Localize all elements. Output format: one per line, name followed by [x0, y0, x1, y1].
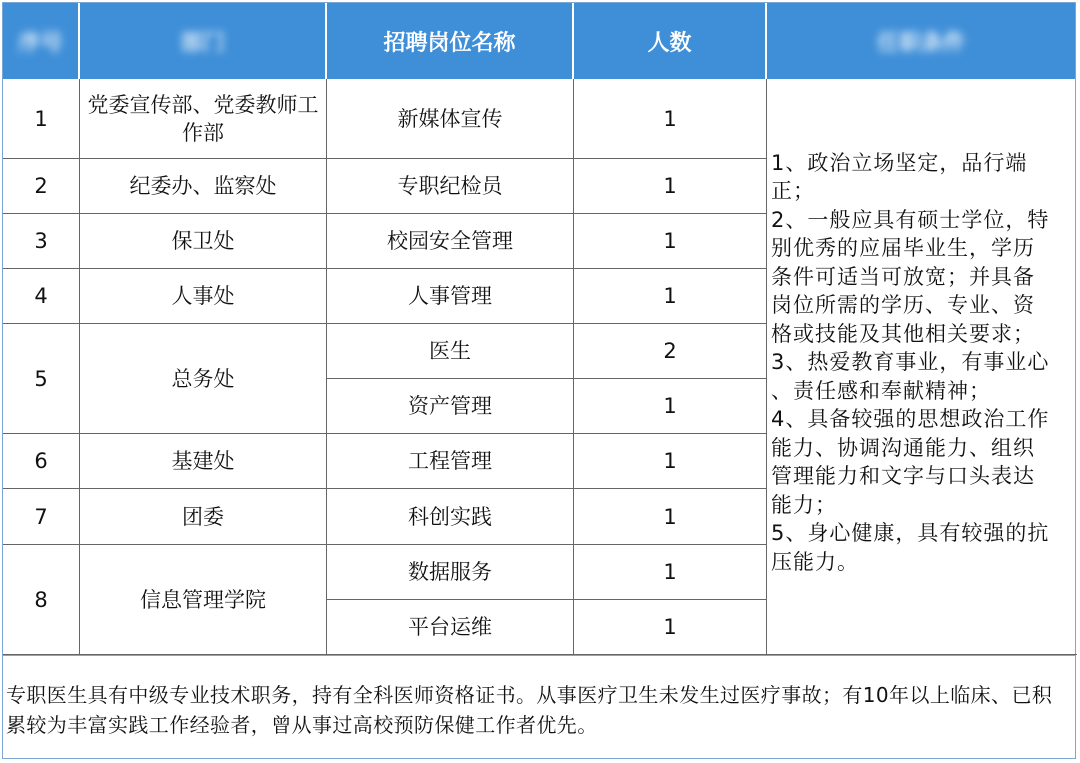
row-7-count: 1 [574, 489, 767, 545]
requirements-line: 格或技能及其他相关要求； [771, 321, 1035, 346]
row-6-seq: 6 [3, 434, 80, 489]
requirements-line: 5、身心健康，具有较强的抗 [771, 521, 1050, 546]
row-6-count: 1 [574, 434, 767, 489]
requirements-cell [765, 79, 1077, 655]
row-1-seq: 1 [3, 79, 80, 159]
row-3-seq: 3 [3, 214, 80, 269]
row-1-dept: 党委宣传部、党委教师工作部 [80, 79, 327, 159]
footer-note-text: 专职医生具有中级专业技术职务，持有全科医师资格证书。从事医疗卫生未发生过医疗事故；有10年以上临床、已积累较为丰富实践工作经验者，曾从事过高校预防保健工作者优先。 [6, 683, 1053, 737]
requirements-line: 压能力。 [771, 549, 859, 574]
footer-note [2, 655, 1076, 759]
requirements-text [765, 149, 1055, 577]
row-3-dept: 保卫处 [80, 214, 327, 269]
row-1-position: 新媒体宣传 [327, 79, 574, 159]
row-8b-count: 1 [574, 600, 767, 655]
row-5b-count: 1 [574, 379, 767, 434]
row-8a-position: 数据服务 [327, 545, 574, 600]
requirements-line: 1、政治立场坚定，品行端 [771, 150, 1028, 175]
row-2-seq: 2 [3, 159, 80, 214]
requirements-line: 别优秀的应届毕业生，学历 [771, 236, 1035, 261]
header-dept [80, 3, 327, 79]
requirements-line: 能力； [771, 492, 837, 517]
requirements-line: 正； [771, 179, 815, 204]
row-6-dept: 基建处 [80, 434, 327, 489]
header-dept-label: 部门 [180, 30, 225, 56]
requirements-line: 条件可适当可放宽；并具备 [771, 264, 1035, 289]
header-count [574, 3, 767, 79]
row-8b-position: 平台运维 [327, 600, 574, 655]
row-5-dept: 总务处 [80, 324, 327, 434]
row-4-count: 1 [574, 269, 767, 324]
row-1-count: 1 [574, 79, 767, 159]
header-seq [3, 3, 80, 79]
row-5a-count: 2 [574, 324, 767, 379]
header-requirements-label: 任职条件 [876, 30, 965, 56]
requirements-line: 3、热爱教育事业，有事业心 [771, 350, 1050, 375]
header-position [327, 3, 574, 79]
row-4-seq: 4 [3, 269, 80, 324]
requirements-line: 岗位所需的学历、专业、资 [771, 293, 1035, 318]
row-3-count: 1 [574, 214, 767, 269]
row-7-seq: 7 [3, 489, 80, 545]
row-8-seq: 8 [3, 545, 80, 655]
requirements-line: 管理能力和文字与口头表达 [771, 464, 1035, 489]
row-2-position: 专职纪检员 [327, 159, 574, 214]
row-8a-count: 1 [574, 545, 767, 600]
requirements-line: 、责任感和奉献精神； [771, 378, 991, 403]
requirements-line: 4、具备较强的思想政治工作 [771, 407, 1050, 432]
recruitment-table [2, 2, 1076, 759]
row-4-position: 人事管理 [327, 269, 574, 324]
header-seq-label: 序号 [18, 30, 63, 56]
header-position-label: 招聘岗位名称 [383, 30, 516, 56]
row-5a-position: 医生 [327, 324, 574, 379]
row-3-position: 校园安全管理 [327, 214, 574, 269]
row-7-dept: 团委 [80, 489, 327, 545]
requirements-line: 2、一般应具有硕士学位，特 [771, 207, 1050, 232]
row-5b-position: 资产管理 [327, 379, 574, 434]
row-6-position: 工程管理 [327, 434, 574, 489]
row-5-seq: 5 [3, 324, 80, 434]
row-2-count: 1 [574, 159, 767, 214]
requirements-line: 能力、协调沟通能力、组织 [771, 435, 1035, 460]
row-8-dept: 信息管理学院 [80, 545, 327, 655]
row-7-position: 科创实践 [327, 489, 574, 545]
row-4-dept: 人事处 [80, 269, 327, 324]
row-2-dept: 纪委办、监察处 [80, 159, 327, 214]
header-count-label: 人数 [647, 30, 692, 56]
header-requirements [767, 3, 1075, 79]
